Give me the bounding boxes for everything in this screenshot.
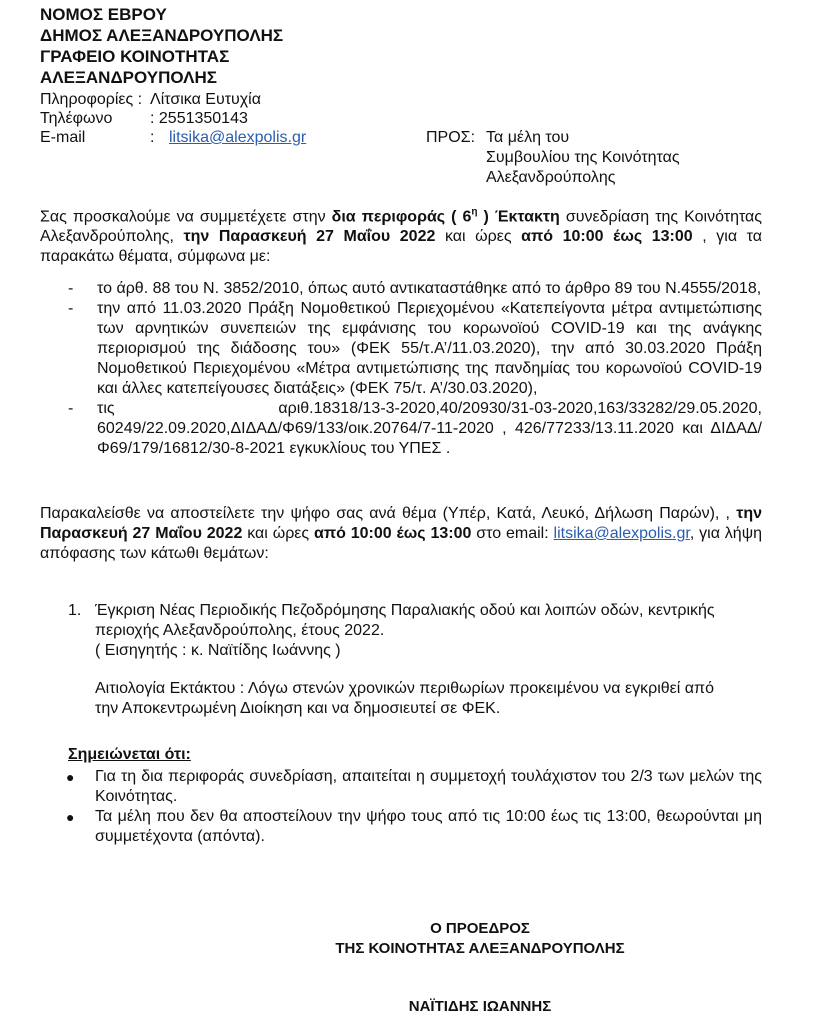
issuer-header	[40, 4, 283, 88]
vote-text-2: και ώρες	[242, 525, 315, 542]
vote-text-4: , για λήψη απόφασης των κάτωθι θεμάτων:	[40, 525, 763, 562]
info-label: Πληροφορίες :	[40, 91, 143, 108]
signature-block	[310, 919, 650, 959]
recipient-line1: Τα μέλη του	[486, 129, 570, 146]
dash-marker: -	[68, 280, 74, 297]
email-colon: :	[150, 129, 155, 146]
law-item-text: την από 11.03.2020 Πράξη Νομοθετικού Περιεχομένου «Κατεπείγοντα μέτρα αντιμετώπισης των αρνητικών συνεπειών της εμφάνισης του κορωνοϊού COVID-19 και της ανάγκης περιορισμού της διάδοσης του» (ΦΕΚ 55/τ.Α’/11.03.2020), την από 30.03.2020 Πράξη Νομοθετικού Περιεχομένου «Μέτρα αντιμετώπισης της πανδημίας του κορωνοϊού COVID-19 και άλλες κατεπείγουσες διατάξεις» (ΦΕΚ 75/τ. Α’/30.03.2020),	[97, 300, 762, 397]
law-item-text: το άρθ. 88 του Ν. 3852/2010, όπως αυτό αντικαταστάθηκε από το άρθρο 89 του Ν.4555/2018,	[97, 280, 762, 297]
vote-paragraph	[40, 504, 762, 564]
topic-number: 1.	[68, 602, 82, 619]
vote-time: από 10:00 έως 13:00	[314, 525, 472, 542]
intro-time: από 10:00 έως 13:00	[521, 228, 693, 246]
intro-ordinal-suffix: η	[471, 207, 478, 218]
signature-subtitle: ΤΗΣ ΚΟΙΝΟΤΗΤΑΣ ΑΛΕΞΑΝΔΡΟΥΠΟΛΗΣ	[335, 940, 625, 957]
topic-rapporteur: ( Εισηγητής : κ. Ναϊτίδης Ιωάννης )	[95, 642, 341, 659]
recipient-line2: Συμβουλίου της Κοινότητας	[486, 149, 680, 166]
note-item	[66, 767, 762, 807]
vote-text-1: Παρακαλείσθε να αποστείλετε την ψήφο σας ανά θέμα (Υπέρ, Κατά, Λευκό, Δήλωση Παρών), ,	[40, 505, 737, 522]
vote-date: την Παρασκευή 27 Μαΐου 2022	[40, 505, 762, 542]
email-link[interactable]: litsika@alexpolis.gr	[169, 129, 307, 146]
law-item	[68, 399, 762, 459]
signature-title: Ο ΠΡΟΕΔΡΟΣ	[430, 920, 530, 937]
notes-list	[66, 767, 762, 847]
intro-paragraph	[40, 203, 762, 267]
note-item	[66, 807, 762, 847]
header-office: ΓΡΑΦΕΙΟ ΚΟΙΝΟΤΗΤΑΣ	[40, 47, 230, 66]
notes-title: Σημειώνεται ότι:	[68, 746, 191, 763]
intro-text-2: συνεδρίαση της Κοινότητας Αλεξανδρούπολης,	[40, 208, 763, 246]
phone-value: : 2551350143	[150, 110, 248, 127]
dash-marker: -	[68, 400, 74, 417]
header-office-city: ΑΛΕΞΑΝΔΡΟΥΠΟΛΗΣ	[40, 68, 217, 87]
dash-marker: -	[68, 300, 74, 317]
info-value: Λίτσικα Ευτυχία	[150, 91, 261, 108]
law-item	[68, 299, 762, 399]
topic-title: Έγκριση Νέας Περιοδικής Πεζοδρόμησης Παραλιακής οδού και λοιπών οδών, κεντρικής περιοχής Αλεξανδρούπολης, έτους 2022.	[95, 602, 715, 639]
note-item-text: Για τη δια περιφοράς συνεδρίαση, απαιτείται η συμμετοχή τουλάχιστον του 2/3 των μελών της Κοινότητας.	[95, 768, 762, 805]
law-item-text: τις αριθ.18318/13-3-2020,40/20930/31-03-2020,163/33282/29.05.2020, 60249/22.09.2020,ΔΙΔΑΔ/Φ69/133/οικ.20764/7-11-2020 , 426/77233/13.11.2020 και ΔΙΔΑΔ/Φ69/179/16812/30-8-2021 εγκυκλίους του ΥΠΕΣ .	[97, 400, 762, 457]
bullet-icon: ●	[66, 769, 75, 785]
signatory-name: ΝΑΪΤΙΔΗΣ ΙΩΑΝΝΗΣ	[408, 998, 552, 1015]
header-prefecture: ΝΟΜΟΣ ΕΒΡΟΥ	[40, 5, 167, 24]
intro-extraordinary: ) Έκτακτη	[477, 208, 560, 226]
intro-date: την Παρασκευή 27 Μαΐου 2022	[183, 228, 436, 246]
email-label: E-mail	[40, 129, 86, 146]
intro-session-type: δια περιφοράς ( 6	[331, 208, 472, 226]
recipient-label: ΠΡΟΣ:	[426, 129, 476, 146]
intro-text-4: , για τα παρακάτω θέματα, σύμφωνα με:	[40, 228, 762, 266]
law-list	[68, 279, 762, 459]
recipient-line3: Αλεξανδρούπολης	[486, 169, 616, 186]
header-municipality: ΔΗΜΟΣ ΑΛΕΞΑΝΔΡΟΥΠΟΛΗΣ	[40, 26, 284, 45]
topic-urgency-reason: Αιτιολογία Εκτάκτου : Λόγω στενών χρονικών περιθωρίων προκειμένου να εγκριθεί από την Αποκεντρωμένη Διοίκηση και να δημοσιευτεί σε ΦΕΚ.	[95, 680, 714, 717]
vote-text-3: στο email:	[471, 525, 554, 542]
bullet-icon: ●	[66, 809, 75, 825]
phone-label: Τηλέφωνο	[40, 110, 113, 127]
law-item	[68, 279, 762, 299]
vote-email-link[interactable]: litsika@alexpolis.gr	[553, 525, 690, 542]
contact-info	[40, 90, 380, 150]
agenda-topic	[68, 601, 762, 719]
recipient-block	[426, 128, 786, 188]
intro-text-1: Σας προσκαλούμε να συμμετέχετε στην	[40, 208, 332, 226]
intro-text-3: και ώρες	[435, 228, 522, 246]
notes-section	[68, 745, 762, 765]
note-item-text: Τα μέλη που δεν θα αποστείλουν την ψήφο τους από τις 10:00 έως τις 13:00, θεωρούνται μη συμμετέχοντα (απόντα).	[95, 808, 762, 845]
